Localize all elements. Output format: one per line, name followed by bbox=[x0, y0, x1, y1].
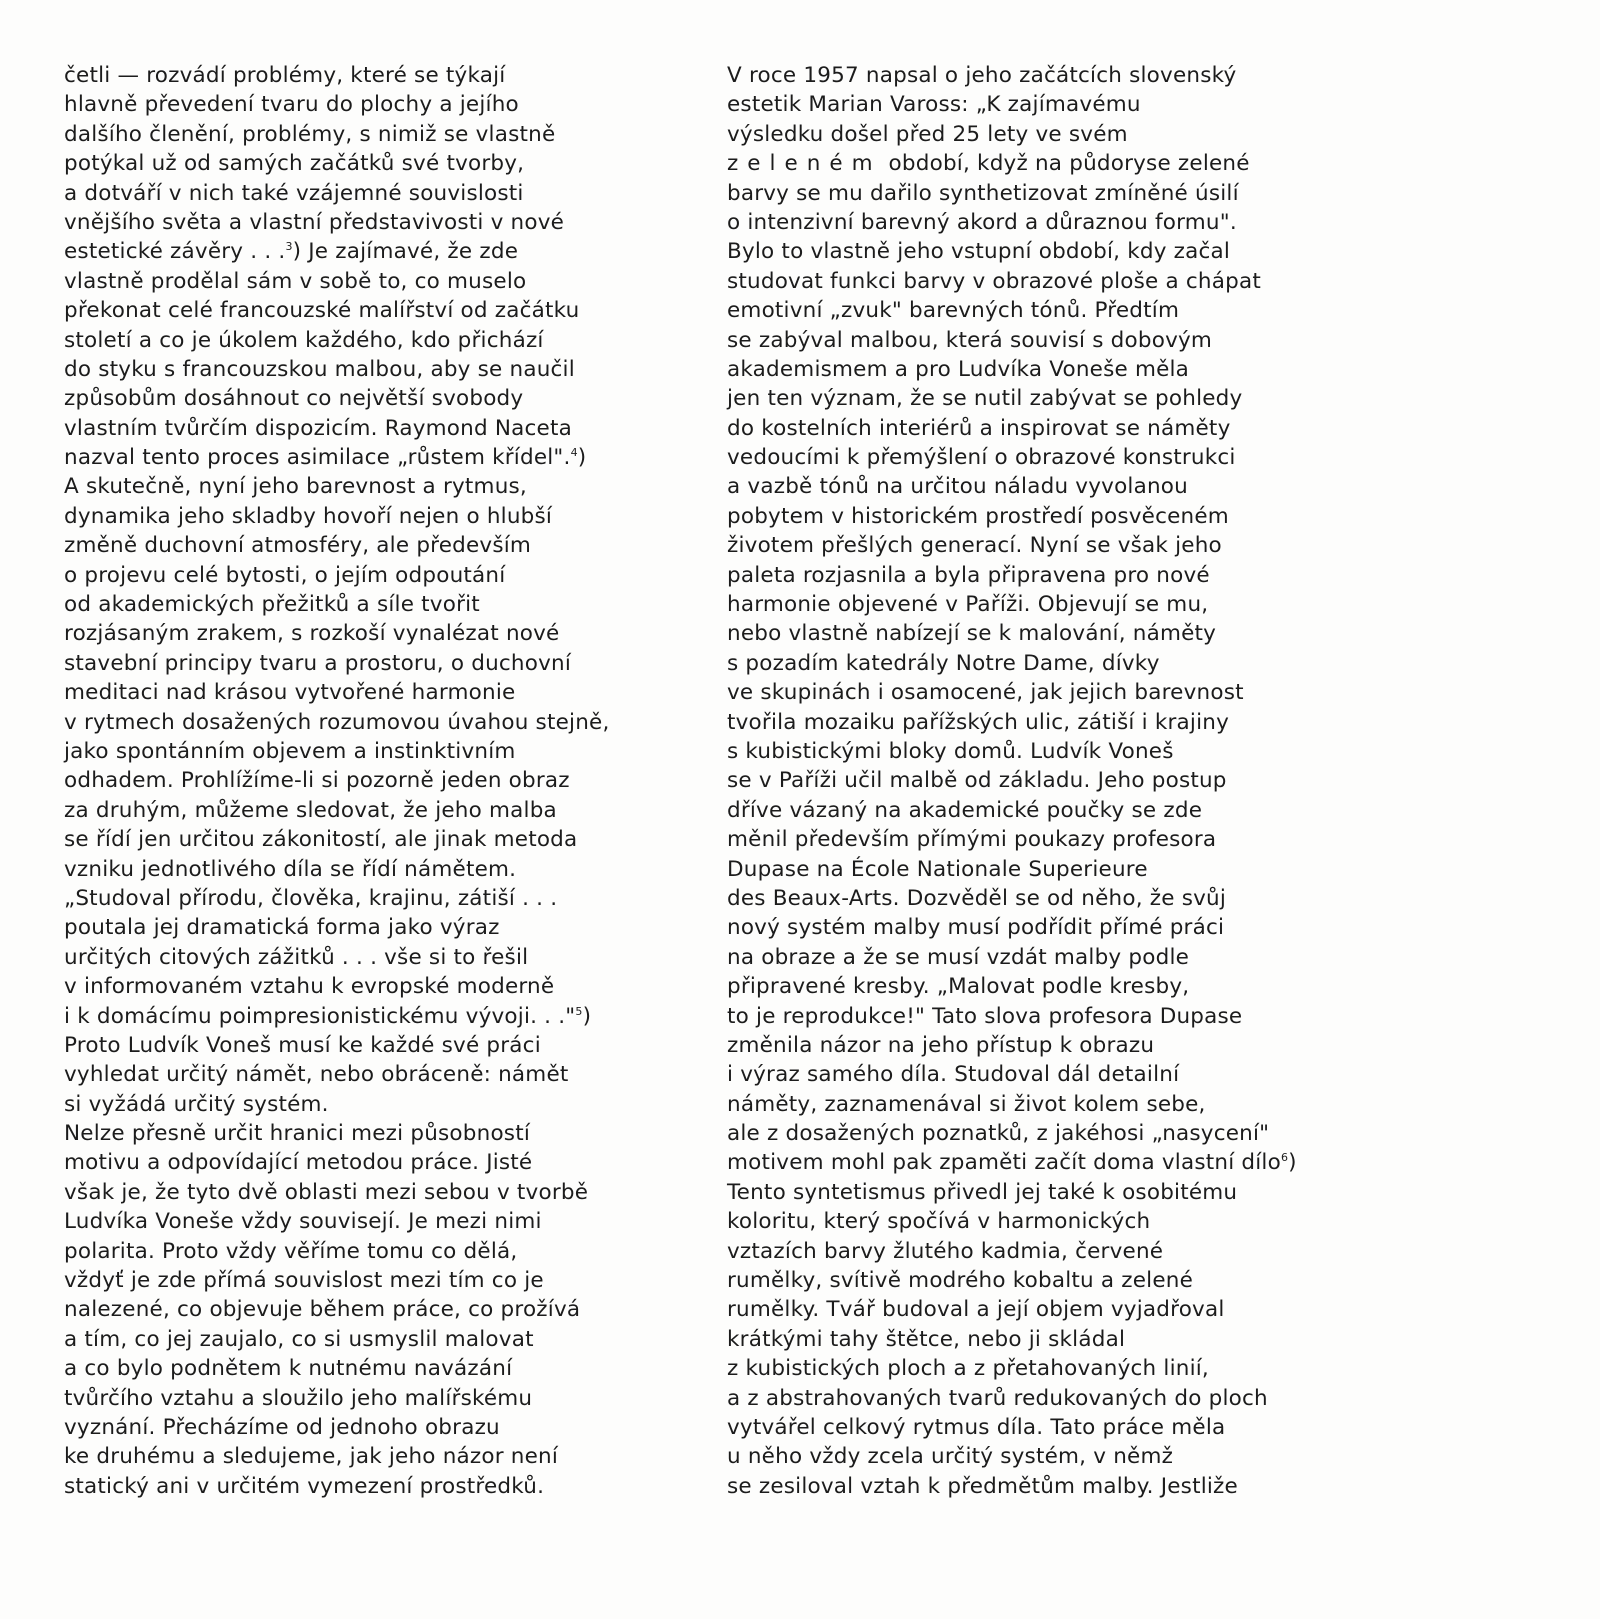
footnote-marker: 3 bbox=[285, 240, 293, 254]
left-column-line: si vyžádá určitý systém. bbox=[64, 1091, 329, 1117]
left-column-line: vnějšího světa a vlastní představivosti v nové bbox=[64, 209, 565, 235]
text-segment: období, když na půdoryse zelené bbox=[881, 151, 1250, 177]
left-column-line: do styku s francouzskou malbou, aby se naučil bbox=[64, 356, 575, 382]
right-column-line: ale z dosažených poznatků, z jakéhosi „nasycení" bbox=[727, 1121, 1270, 1147]
left-column-line: vzniku jednotlivého díla se řídí námětem. bbox=[64, 856, 517, 882]
left-column-line: v rytmech dosažených rozumovou úvahou stejně, bbox=[64, 709, 610, 735]
footnote-marker: 6 bbox=[1280, 1151, 1289, 1165]
right-column-line: to je reprodukce!" Tato slova profesora Dupase bbox=[727, 1003, 1243, 1029]
left-column-line: ke druhému a sledujeme, jak jeho názor není bbox=[64, 1444, 559, 1470]
left-column-line: století a co je úkolem každého, kdo přichází bbox=[64, 327, 544, 353]
left-column-line: určitých citových zážitků . . . vše si to řešil bbox=[64, 944, 529, 970]
left-column-line: meditaci nad krásou vytvořené harmonie bbox=[64, 680, 516, 706]
right-column-line: V roce 1957 napsal o jeho začátcích slovenský bbox=[727, 63, 1237, 88]
right-column-line: barvy se mu dařilo synthetizovat zmíněné úsilí bbox=[727, 180, 1239, 206]
right-column-line: životem přešlých generací. Nyní se však jeho bbox=[727, 533, 1222, 559]
left-column-line: v informovaném vztahu k evropské moderně bbox=[64, 974, 555, 1000]
right-column-line: harmonie objevené v Paříži. Objevují se mu, bbox=[727, 592, 1209, 618]
right-column-line: dříve vázaný na akademické poučky se zde bbox=[727, 797, 1203, 823]
right-column-line: do kostelních interiérů a inspirovat se náměty bbox=[727, 415, 1231, 441]
right-column-line: s pozadím katedrály Notre Dame, dívky bbox=[727, 650, 1160, 676]
right-column-line: studovat funkci barvy v obrazové ploše a chápat bbox=[727, 268, 1261, 294]
text-segment: ) bbox=[582, 1003, 592, 1029]
text-segment: motivem mohl pak zpaměti začít doma vlastní dílo bbox=[727, 1150, 1281, 1176]
left-column-line: dalšího členění, problémy, s nimiž se vlastně bbox=[64, 121, 556, 147]
footnote-marker: 4 bbox=[570, 446, 578, 460]
text-segment: ) bbox=[577, 445, 587, 471]
right-column-line: koloritu, který spočívá v harmonických bbox=[727, 1209, 1151, 1235]
right-column-line bbox=[727, 1148, 1367, 1177]
left-column-line: hlavně převedení tvaru do plochy a jejího bbox=[64, 92, 519, 118]
right-column-line: ve skupinách i osamocené, jak jejich barevnost bbox=[727, 680, 1244, 706]
right-column-line: vztazích barvy žlutého kadmia, červené bbox=[727, 1238, 1164, 1264]
right-column-line: z kubistických ploch a z přetahovaných linií, bbox=[727, 1356, 1209, 1382]
left-column-line: vlastním tvůrčím dispozicím. Raymond Naceta bbox=[64, 415, 572, 441]
left-column-line: Proto Ludvík Voneš musí ke každé své práci bbox=[64, 1032, 541, 1058]
right-column-line: Tento syntetismus přivedl jej také k osobitému bbox=[727, 1179, 1238, 1205]
right-column-line: Bylo to vlastně jeho vstupní období, kdy začal bbox=[727, 239, 1231, 265]
left-column-line: a dotváří v nich také vzájemné souvislosti bbox=[64, 180, 524, 206]
left-column-line: způsobům dosáhnout co největší svobody bbox=[64, 386, 524, 412]
right-column-line: náměty, zaznamenával si život kolem sebe, bbox=[727, 1091, 1206, 1117]
left-column-line: potýkal už od samých začátků své tvorby, bbox=[64, 151, 525, 177]
left-column-line: překonat celé francouzské malířství od začátku bbox=[64, 298, 580, 324]
right-column-line: se v Paříži učil malbě od základu. Jeho postup bbox=[727, 768, 1227, 794]
right-column-line: o intenzivní barevný akord a důraznou formu". bbox=[727, 209, 1237, 235]
left-column-line: však je, že tyto dvě oblasti mezi sebou v tvorbě bbox=[64, 1179, 589, 1205]
text-segment: ) bbox=[1288, 1150, 1297, 1176]
left-column-line: vlastně prodělal sám v sobě to, co muselo bbox=[64, 268, 527, 294]
right-column-line: paleta rozjasnila a byla připravena pro nové bbox=[727, 562, 1210, 588]
left-column-line bbox=[64, 237, 694, 266]
right-column-line: krátkými tahy štětce, nebo ji skládal bbox=[727, 1326, 1126, 1352]
left-column-line: A skutečně, nyní jeho barevnost a rytmus, bbox=[64, 474, 527, 500]
right-column-line bbox=[727, 149, 1367, 178]
right-column-line: akademismem a pro Ludvíka Voneše měla bbox=[727, 356, 1190, 382]
left-column-line: se řídí jen určitou zákonitostí, ale jinak metoda bbox=[64, 827, 578, 853]
right-column-line: a z abstrahovaných tvarů redukovaných do ploch bbox=[727, 1385, 1268, 1411]
left-column-line: polarita. Proto vždy věříme tomu co dělá, bbox=[64, 1238, 518, 1264]
text-segment: nazval tento proces asimilace „růstem křídel". bbox=[64, 445, 571, 471]
left-column-line bbox=[64, 443, 694, 472]
right-column-line: změnila názor na jeho přístup k obrazu bbox=[727, 1032, 1155, 1058]
left-column-line: motivu a odpovídající metodou práce. Jisté bbox=[64, 1150, 533, 1176]
left-column-line: vyhledat určitý námět, nebo obráceně: námět bbox=[64, 1062, 569, 1088]
left-column-line: četli — rozvádí problémy, které se týkají bbox=[64, 63, 506, 88]
left-column-line: poutala jej dramatická forma jako výraz bbox=[64, 915, 500, 941]
right-column-line: tvořila mozaiku pařížských ulic, zátiší i krajiny bbox=[727, 709, 1230, 735]
left-column-line: Nelze přesně určit hranici mezi působností bbox=[64, 1121, 531, 1147]
right-column-line: des Beaux-Arts. Dozvěděl se od něho, že svůj bbox=[727, 885, 1227, 911]
right-column-line: emotivní „zvuk" barevných tónů. Předtím bbox=[727, 298, 1180, 324]
left-column-line: nalezené, co objevuje během práce, co prožívá bbox=[64, 1297, 581, 1323]
right-column-line: u něho vždy zcela určitý systém, v němž bbox=[727, 1444, 1174, 1470]
left-column-line: odhadem. Prohlížíme-li si pozorně jeden obraz bbox=[64, 768, 570, 794]
left-column-line: vyznání. Přecházíme od jednoho obrazu bbox=[64, 1414, 500, 1440]
text-segment: ) Je zajímavé, že zde bbox=[292, 239, 519, 265]
left-column-line: vždyť je zde přímá souvislost mezi tím co je bbox=[64, 1268, 544, 1294]
left-column-line: jako spontánním objevem a instinktivním bbox=[64, 738, 516, 764]
left-column-line: stavební principy tvaru a prostoru, o duchovní bbox=[64, 650, 572, 676]
right-column-line: nový systém malby musí podřídit přímé práci bbox=[727, 915, 1225, 941]
right-column-line: s kubistickými bloky domů. Ludvík Voneš bbox=[727, 738, 1174, 764]
left-column-line: a co bylo podnětem k nutnému navázání bbox=[64, 1356, 513, 1382]
right-column-line: připravené kresby. „Malovat podle kresby, bbox=[727, 974, 1190, 1000]
right-column-line: výsledku došel před 25 lety ve svém bbox=[727, 121, 1128, 147]
right-column-line: a vazbě tónů na určitou náladu vyvolanou bbox=[727, 474, 1188, 500]
text-segment: i k domácímu poimpresionistickému vývoji. . ." bbox=[64, 1003, 576, 1029]
right-column-line: rumělky. Tvář budoval a její objem vyjadřoval bbox=[727, 1297, 1225, 1323]
left-column-line: za druhým, můžeme sledovat, že jeho malba bbox=[64, 797, 557, 823]
right-text-column bbox=[727, 61, 1367, 1501]
right-column-line: na obraze a že se musí vzdát malby podle bbox=[727, 944, 1190, 970]
left-column-line: od akademických přežitků a síle tvořit bbox=[64, 592, 480, 618]
left-column-line: statický ani v určitém vymezení prostředků. bbox=[64, 1473, 545, 1499]
left-column-line: Ludvíka Voneše vždy souvisejí. Je mezi nimi bbox=[64, 1209, 542, 1235]
right-column-line: se zabýval malbou, která souvisí s dobovým bbox=[727, 327, 1213, 353]
footnote-marker: 5 bbox=[575, 1004, 583, 1018]
right-column-line: i výraz samého díla. Studoval dál detailní bbox=[727, 1062, 1180, 1088]
right-column-line: vytvářel celkový rytmus díla. Tato práce měla bbox=[727, 1414, 1226, 1440]
left-column-line: rozjásaným zrakem, s rozkoší vynalézat nové bbox=[64, 621, 560, 647]
left-text-column bbox=[64, 61, 694, 1501]
text-segment: estetické závěry . . . bbox=[64, 239, 286, 265]
left-column-line: tvůrčího vztahu a sloužilo jeho malířskému bbox=[64, 1385, 533, 1411]
left-column-line bbox=[64, 1002, 694, 1031]
right-column-line: rumělky, svítivě modrého kobaltu a zelené bbox=[727, 1268, 1194, 1294]
right-column-line: měnil především přímými poukazy profesora bbox=[727, 827, 1217, 853]
right-column-line: jen ten význam, že se nutil zabývat se pohledy bbox=[727, 386, 1243, 412]
right-column-line: pobytem v historickém prostředí posvěceném bbox=[727, 503, 1229, 529]
right-column-line: vedoucími k přemýšlení o obrazové konstrukci bbox=[727, 445, 1236, 471]
text-segment: zeleném bbox=[727, 151, 882, 177]
left-column-line: změně duchovní atmosféry, ale především bbox=[64, 533, 532, 559]
left-column-line: dynamika jeho skladby hovoří nejen o hlubší bbox=[64, 503, 553, 529]
right-column-line: nebo vlastně nabízejí se k malování, náměty bbox=[727, 621, 1217, 647]
right-column-line: estetik Marian Vaross: „K zajímavému bbox=[727, 92, 1141, 118]
left-column-line: a tím, co jej zaujalo, co si usmyslil malovat bbox=[64, 1326, 534, 1352]
left-column-line: „Studoval přírodu, člověka, krajinu, zátiší . . . bbox=[64, 885, 558, 911]
right-column-line: se zesiloval vztah k předmětům malby. Jestliže bbox=[727, 1473, 1238, 1499]
right-column-line: Dupase na École Nationale Superieure bbox=[727, 856, 1148, 882]
left-column-line: o projevu celé bytosti, o jejím odpoutání bbox=[64, 562, 506, 588]
